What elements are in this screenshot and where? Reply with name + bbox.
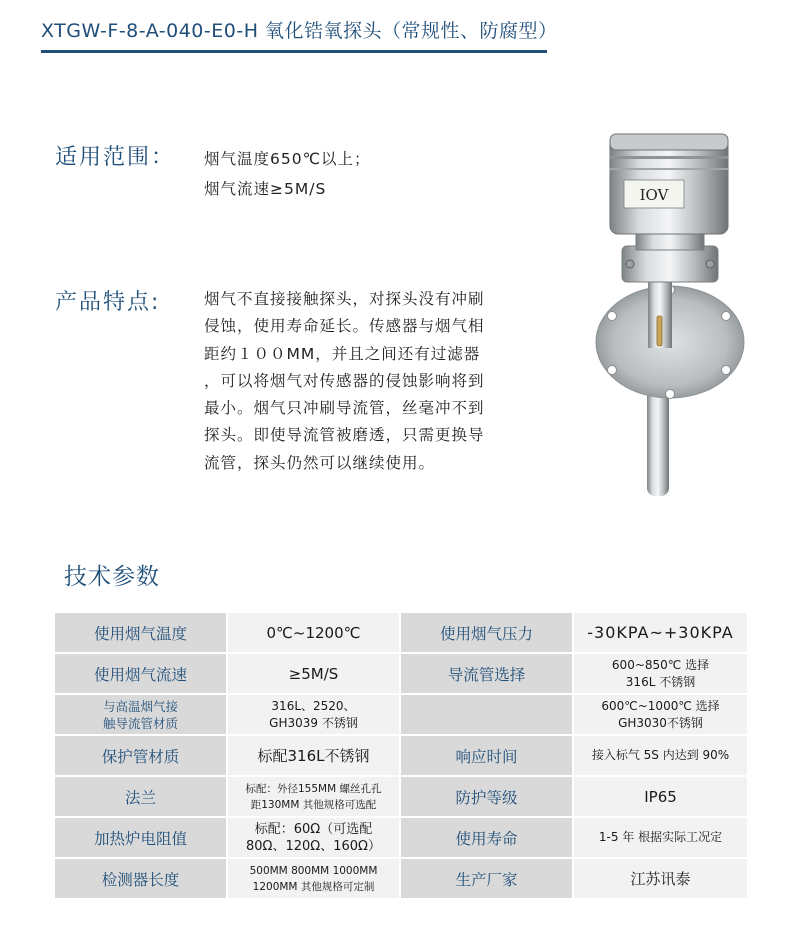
spec-label: 使用烟气温度 <box>54 612 227 653</box>
spec-value-line: 600~850℃ 选择 <box>611 657 710 672</box>
application-line: 烟气流速≥5M/S <box>204 180 327 198</box>
spec-heading: 技术参数 <box>64 564 160 590</box>
spec-label: 检测器长度 <box>54 858 227 899</box>
spec-label <box>400 694 573 735</box>
spec-value-line: 80Ω、120Ω、160Ω） <box>246 838 381 854</box>
application-text <box>204 144 371 204</box>
spec-value-line: 316L 不锈钢 <box>625 674 696 689</box>
page-title: XTGW-F-8-A-040-E0-H 氧化锆氧探头（常规性、防腐型） <box>41 20 558 42</box>
spec-value-line: 1200MM 其他规格可定制 <box>252 880 375 893</box>
spec-value: IP65 <box>573 776 748 817</box>
spec-label: 生产厂家 <box>400 858 573 899</box>
features-line: 距约１００MM，并且之间还有过滤器 <box>204 344 481 363</box>
features-line: 烟气不直接接触探头，对探头没有冲刷 <box>204 290 485 308</box>
spec-row <box>54 776 748 817</box>
spec-label-line: 与高温烟气接 <box>102 698 178 714</box>
title-underline <box>41 50 547 53</box>
spec-label: 加热炉电阻值 <box>54 817 227 858</box>
spec-value-line: GH3039 不锈钢 <box>269 715 358 730</box>
spec-label: 防护等级 <box>400 776 573 817</box>
spec-value <box>227 694 400 735</box>
spec-value: 标配316L不锈钢 <box>227 735 400 776</box>
features-line: 最小。烟气只冲刷导流管，丝毫冲不到 <box>204 399 485 418</box>
spec-value: 1-5 年 根据实际工况定 <box>573 817 748 858</box>
spec-row <box>54 612 748 653</box>
spec-row <box>54 653 748 694</box>
features-label: 产品特点: <box>55 290 161 315</box>
spec-row <box>54 735 748 776</box>
spec-label <box>54 694 227 735</box>
application-label: 适用范围： <box>55 145 176 170</box>
spec-label-line: 触导流管材质 <box>102 715 178 731</box>
spec-value <box>573 694 748 735</box>
spec-value <box>227 776 400 817</box>
spec-row <box>54 817 748 858</box>
spec-value <box>227 817 400 858</box>
application-line: 烟气温度650℃以上； <box>204 150 371 168</box>
spec-value: 0℃~1200℃ <box>227 612 400 653</box>
spec-value-line: 标配：外径155MM 螺丝孔孔 <box>245 782 382 795</box>
spec-value-line: 距130MM 其他规格可选配 <box>250 798 377 811</box>
features-text <box>204 286 524 477</box>
spec-label: 保护管材质 <box>54 735 227 776</box>
spec-label: 使用烟气流速 <box>54 653 227 694</box>
spec-label: 法兰 <box>54 776 227 817</box>
spec-value-line: 500MM 800MM 1000MM <box>249 864 378 877</box>
spec-value-line: GH3030不锈钢 <box>618 715 703 730</box>
spec-label: 导流管选择 <box>400 653 573 694</box>
spec-value: -30KPA~+30KPA <box>573 612 748 653</box>
features-line: 探头。即使导流管被磨透，只需更换导 <box>204 426 485 445</box>
oxygen-probe-image <box>590 128 755 498</box>
spec-value <box>573 653 748 694</box>
spec-value-line: 316L、2520、 <box>271 698 356 713</box>
spec-label: 使用烟气压力 <box>400 612 573 653</box>
spec-row <box>54 858 748 899</box>
spec-value <box>227 858 400 899</box>
spec-label: 响应时间 <box>400 735 573 776</box>
spec-label: 使用寿命 <box>400 817 573 858</box>
spec-table <box>53 611 749 900</box>
spec-row <box>54 694 748 735</box>
features-line: 流管，探头仍然可以继续使用。 <box>204 453 436 472</box>
spec-value-line: 600℃~1000℃ 选择 <box>601 698 720 713</box>
spec-value: ≥5M/S <box>227 653 400 694</box>
spec-value: 接入标气 5S 内达到 90% <box>573 735 748 776</box>
features-line: 侵蚀，使用寿命延长。传感器与烟气相 <box>204 317 485 336</box>
spec-value-line: 标配：60Ω（可选配 <box>254 821 373 837</box>
spec-value: 江苏讯泰 <box>573 858 748 899</box>
probe-label-text: IOV <box>639 186 669 204</box>
features-line: ，可以将烟气对传感器的侵蚀影响将到 <box>204 371 485 390</box>
